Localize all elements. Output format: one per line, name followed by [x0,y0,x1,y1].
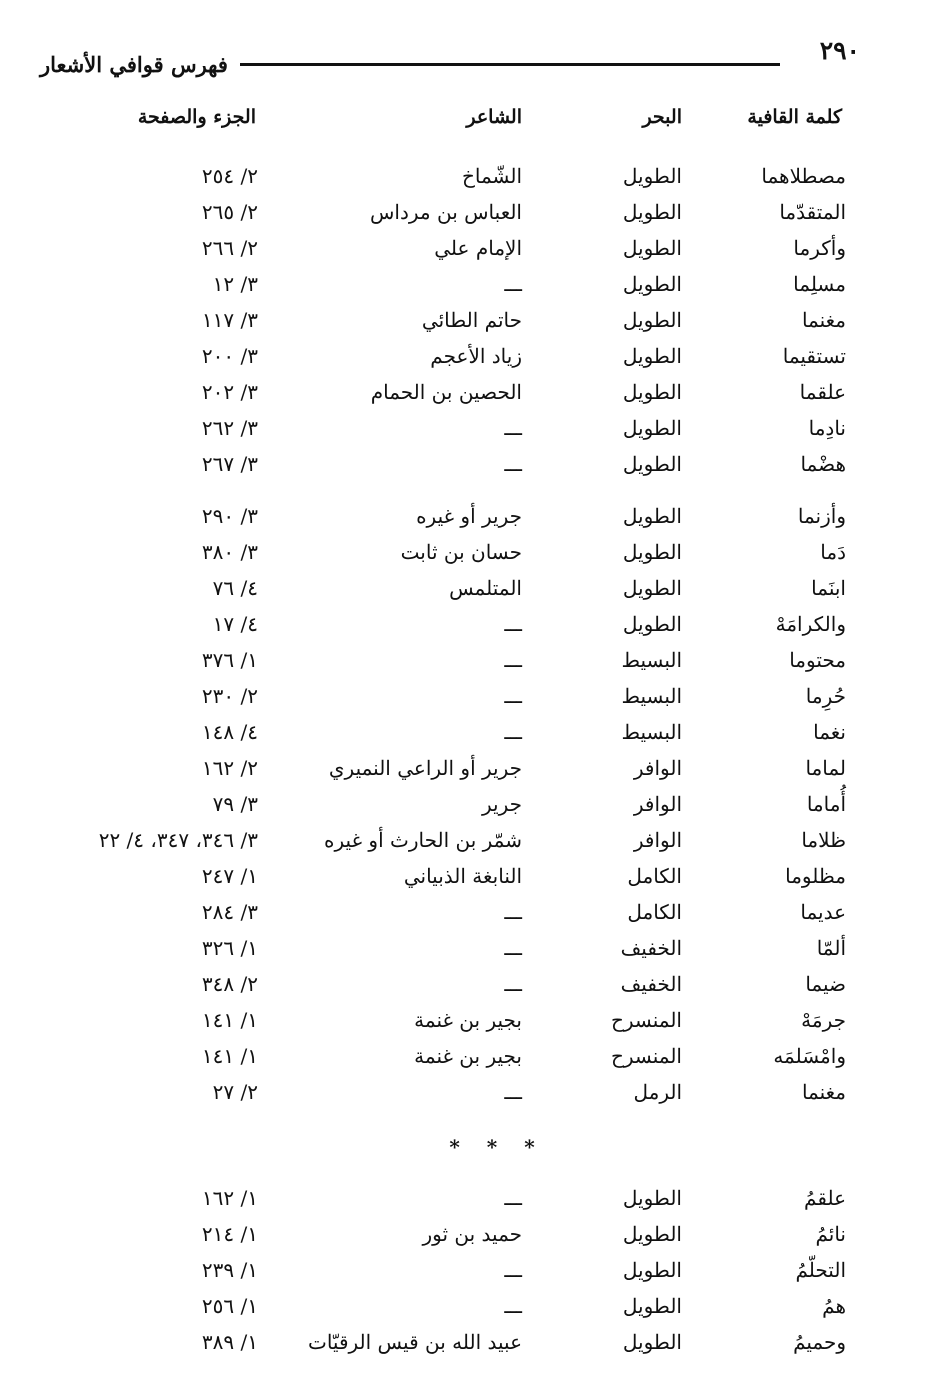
reference-cell: ٤/ ١٧ [212,612,258,636]
reference-cell: ٣/ ١١٧ [201,308,258,332]
reference-cell: ١/ ٢١٤ [201,1222,258,1246]
poet-cell: الشّماخ [461,164,522,188]
table-row [0,500,934,536]
meter-cell: البسيط [621,684,682,708]
table-row [0,716,934,752]
meter-cell: الطويل [622,380,682,404]
poet-cell: ـــ [504,684,522,708]
table-row [0,412,934,448]
page-header [40,30,860,77]
reference-cell: ١/ ١٤١ [201,1008,258,1032]
table-row [0,1004,934,1040]
poet-cell: الإمام علي [434,236,522,260]
poet-cell: الحصين بن الحمام [370,380,522,404]
reference-cell: ٢/ ٢٦٥ [201,200,258,224]
column-header-word: كلمة القافية [747,106,842,128]
rhyme-word: مغنما [801,1080,846,1104]
table-row [0,1076,934,1112]
meter-cell: الوافر [633,828,682,852]
poet-cell: ـــ [504,972,522,996]
poet-cell: ـــ [504,900,522,924]
meter-cell: الطويل [622,344,682,368]
table-row [0,232,934,268]
meter-cell: الطويل [622,540,682,564]
poet-cell: المتلمس [449,576,522,600]
running-title: فهرس قوافي الأشعار [40,52,228,77]
table-row [0,448,934,484]
poet-cell: عبيد الله بن قيس الرقيّات [307,1330,522,1354]
poet-cell: جرير أو الراعي النميري [328,756,522,780]
table-row [0,1218,934,1254]
rhyme-word: جرمَهْ [801,1008,846,1032]
meter-cell: المنسرح [610,1008,682,1032]
meter-cell: الطويل [622,236,682,260]
reference-cell: ٣/ ٢٨٤ [201,900,258,924]
meter-cell: الطويل [622,612,682,636]
rhyme-word: همُ [822,1294,846,1318]
table-row [0,860,934,896]
column-headers [0,106,934,140]
poet-cell: ـــ [504,1294,522,1318]
reference-cell: ٢/ ٢٦٦ [201,236,258,260]
meter-cell: الطويل [622,452,682,476]
meter-cell: الطويل [622,1186,682,1210]
meter-cell: الطويل [622,416,682,440]
meter-cell: الطويل [622,1330,682,1354]
poet-cell: شمّر بن الحارث أو غيره [324,828,522,852]
table-row [0,824,934,860]
reference-cell: ٣/ ٢٦٧ [201,452,258,476]
table-row [0,304,934,340]
meter-cell: الطويل [622,1294,682,1318]
rhyme-word: تستقيما [782,344,846,368]
rhyme-word: التحلّمُ [795,1258,846,1282]
meter-cell: الخفيف [620,936,682,960]
reference-cell: ٤/ ١٤٨ [201,720,258,744]
poet-cell: حاتم الطائي [421,308,522,332]
rhyme-word: ضيما [805,972,846,996]
rhyme-word: مغنما [801,308,846,332]
reference-cell: ١/ ١٦٢ [201,1186,258,1210]
table-row [0,968,934,1004]
rhyme-word: ابنَما [811,576,846,600]
column-header-meter: البحر [642,106,682,128]
index-table [0,160,934,1362]
poet-cell: جرير أو غيره [416,504,522,528]
meter-cell: الطويل [622,164,682,188]
rhyme-word: والكرامَهْ [775,612,846,636]
poet-cell: ـــ [504,452,522,476]
meter-cell: الطويل [622,1222,682,1246]
poet-cell: حميد بن ثور [422,1222,522,1246]
table-row [0,644,934,680]
rhyme-word: مصطلاهما [761,164,846,188]
table-row [0,1290,934,1326]
poet-cell: ـــ [504,936,522,960]
reference-cell: ٢/ ١٦٢ [201,756,258,780]
reference-cell: ٢/ ٢٥٤ [201,164,258,188]
column-header-reference: الجزء والصفحة [137,106,256,128]
table-row [0,376,934,412]
meter-cell: البسيط [621,720,682,744]
meter-cell: الوافر [633,792,682,816]
meter-cell: المنسرح [610,1044,682,1068]
rhyme-word: عديما [800,900,846,924]
header-rule [240,63,780,66]
rhyme-word: وحميمُ [793,1330,846,1354]
poet-cell: العباس بن مرداس [370,200,522,224]
reference-cell: ١/ ٣٧٦ [201,648,258,672]
poet-cell: ـــ [504,1186,522,1210]
rhyme-word: دَما [820,540,846,564]
meter-cell: الطويل [622,576,682,600]
reference-cell: ٣/ ٣٨٠ [201,540,258,564]
page-number: ٢٩٠ [819,36,860,65]
reference-cell: ١/ ٣٨٩ [201,1330,258,1354]
rhyme-word: ألمّا [816,936,846,960]
rhyme-word: وأكرما [793,236,846,260]
meter-cell: البسيط [621,648,682,672]
poet-cell: حسان بن ثابت [400,540,522,564]
poet-cell: جرير [482,792,522,816]
table-row [0,1040,934,1076]
rhyme-word: المتقدّما [779,200,846,224]
reference-cell: ١/ ١٤١ [201,1044,258,1068]
rhyme-group-b [0,500,934,1112]
table-row [0,196,934,232]
reference-cell: ١/ ٢٤٧ [201,864,258,888]
table-row [0,932,934,968]
section-separator: * * * [449,1135,545,1159]
table-row [0,608,934,644]
reference-cell: ٣/ ٢٠٢ [201,380,258,404]
rhyme-word: ظلاما [801,828,846,852]
poet-cell: ـــ [504,612,522,636]
table-row [0,1254,934,1290]
reference-cell: ٣/ ٢٦٢ [201,416,258,440]
rhyme-word: علقما [799,380,846,404]
meter-cell: الرمل [633,1080,682,1104]
rhyme-word: نائمُ [815,1222,846,1246]
rhyme-word: وامْسَلمَه [773,1044,846,1068]
rhyme-word: هضْما [800,452,846,476]
poet-cell: ـــ [504,720,522,744]
table-row [0,788,934,824]
poet-cell: ـــ [504,648,522,672]
poet-cell: النابغة الذبياني [403,864,522,888]
rhyme-word: وأزنما [797,504,846,528]
meter-cell: الطويل [622,272,682,296]
rhyme-word: حُرِما [805,684,846,708]
reference-cell: ٢/ ٢٣٠ [201,684,258,708]
poet-cell: ـــ [504,1258,522,1282]
table-row [0,1326,934,1362]
reference-cell: ٢/ ٢٧ [212,1080,258,1104]
reference-cell: ٣/ ١٢ [212,272,258,296]
rhyme-word: أُماما [806,792,846,816]
table-row [0,160,934,196]
reference-cell: ١/ ٢٥٦ [201,1294,258,1318]
reference-cell: ٢/ ٣٤٨ [201,972,258,996]
meter-cell: الطويل [622,200,682,224]
table-row [0,1182,934,1218]
meter-cell: الطويل [622,504,682,528]
column-header-poet: الشاعر [466,106,522,128]
meter-cell: الطويل [622,308,682,332]
poet-cell: زياد الأعجم [430,344,522,368]
rhyme-word: مسلِما [793,272,846,296]
reference-cell: ٣/ ٢٠٠ [201,344,258,368]
table-row [0,680,934,716]
meter-cell: الكامل [627,900,682,924]
rhyme-group-c [0,1182,934,1362]
rhyme-word: محتوما [789,648,846,672]
table-row [0,268,934,304]
poet-cell: بجير بن غنمة [414,1044,522,1068]
table-row [0,536,934,572]
rhyme-word: نادِما [808,416,846,440]
reference-cell: ٣/ ٣٤٦، ٣٤٧، ٤/ ٢٢ [98,828,258,852]
rhyme-word: مظلوما [785,864,846,888]
meter-cell: الطويل [622,1258,682,1282]
meter-cell: الكامل [627,864,682,888]
meter-cell: الخفيف [620,972,682,996]
table-row [0,340,934,376]
reference-cell: ٣/ ٧٩ [212,792,258,816]
reference-cell: ١/ ٢٣٩ [201,1258,258,1282]
poet-cell: ـــ [504,272,522,296]
rhyme-word: نغما [813,720,846,744]
rhyme-word: لماما [805,756,846,780]
poet-cell: بجير بن غنمة [414,1008,522,1032]
rhyme-group-a [0,160,934,484]
poet-cell: ـــ [504,1080,522,1104]
table-row [0,896,934,932]
rhyme-word: علقمُ [804,1186,846,1210]
table-row [0,572,934,608]
poet-cell: ـــ [504,416,522,440]
reference-cell: ٣/ ٢٩٠ [201,504,258,528]
meter-cell: الوافر [633,756,682,780]
reference-cell: ٤/ ٧٦ [212,576,258,600]
table-row [0,752,934,788]
reference-cell: ١/ ٣٢٦ [201,936,258,960]
